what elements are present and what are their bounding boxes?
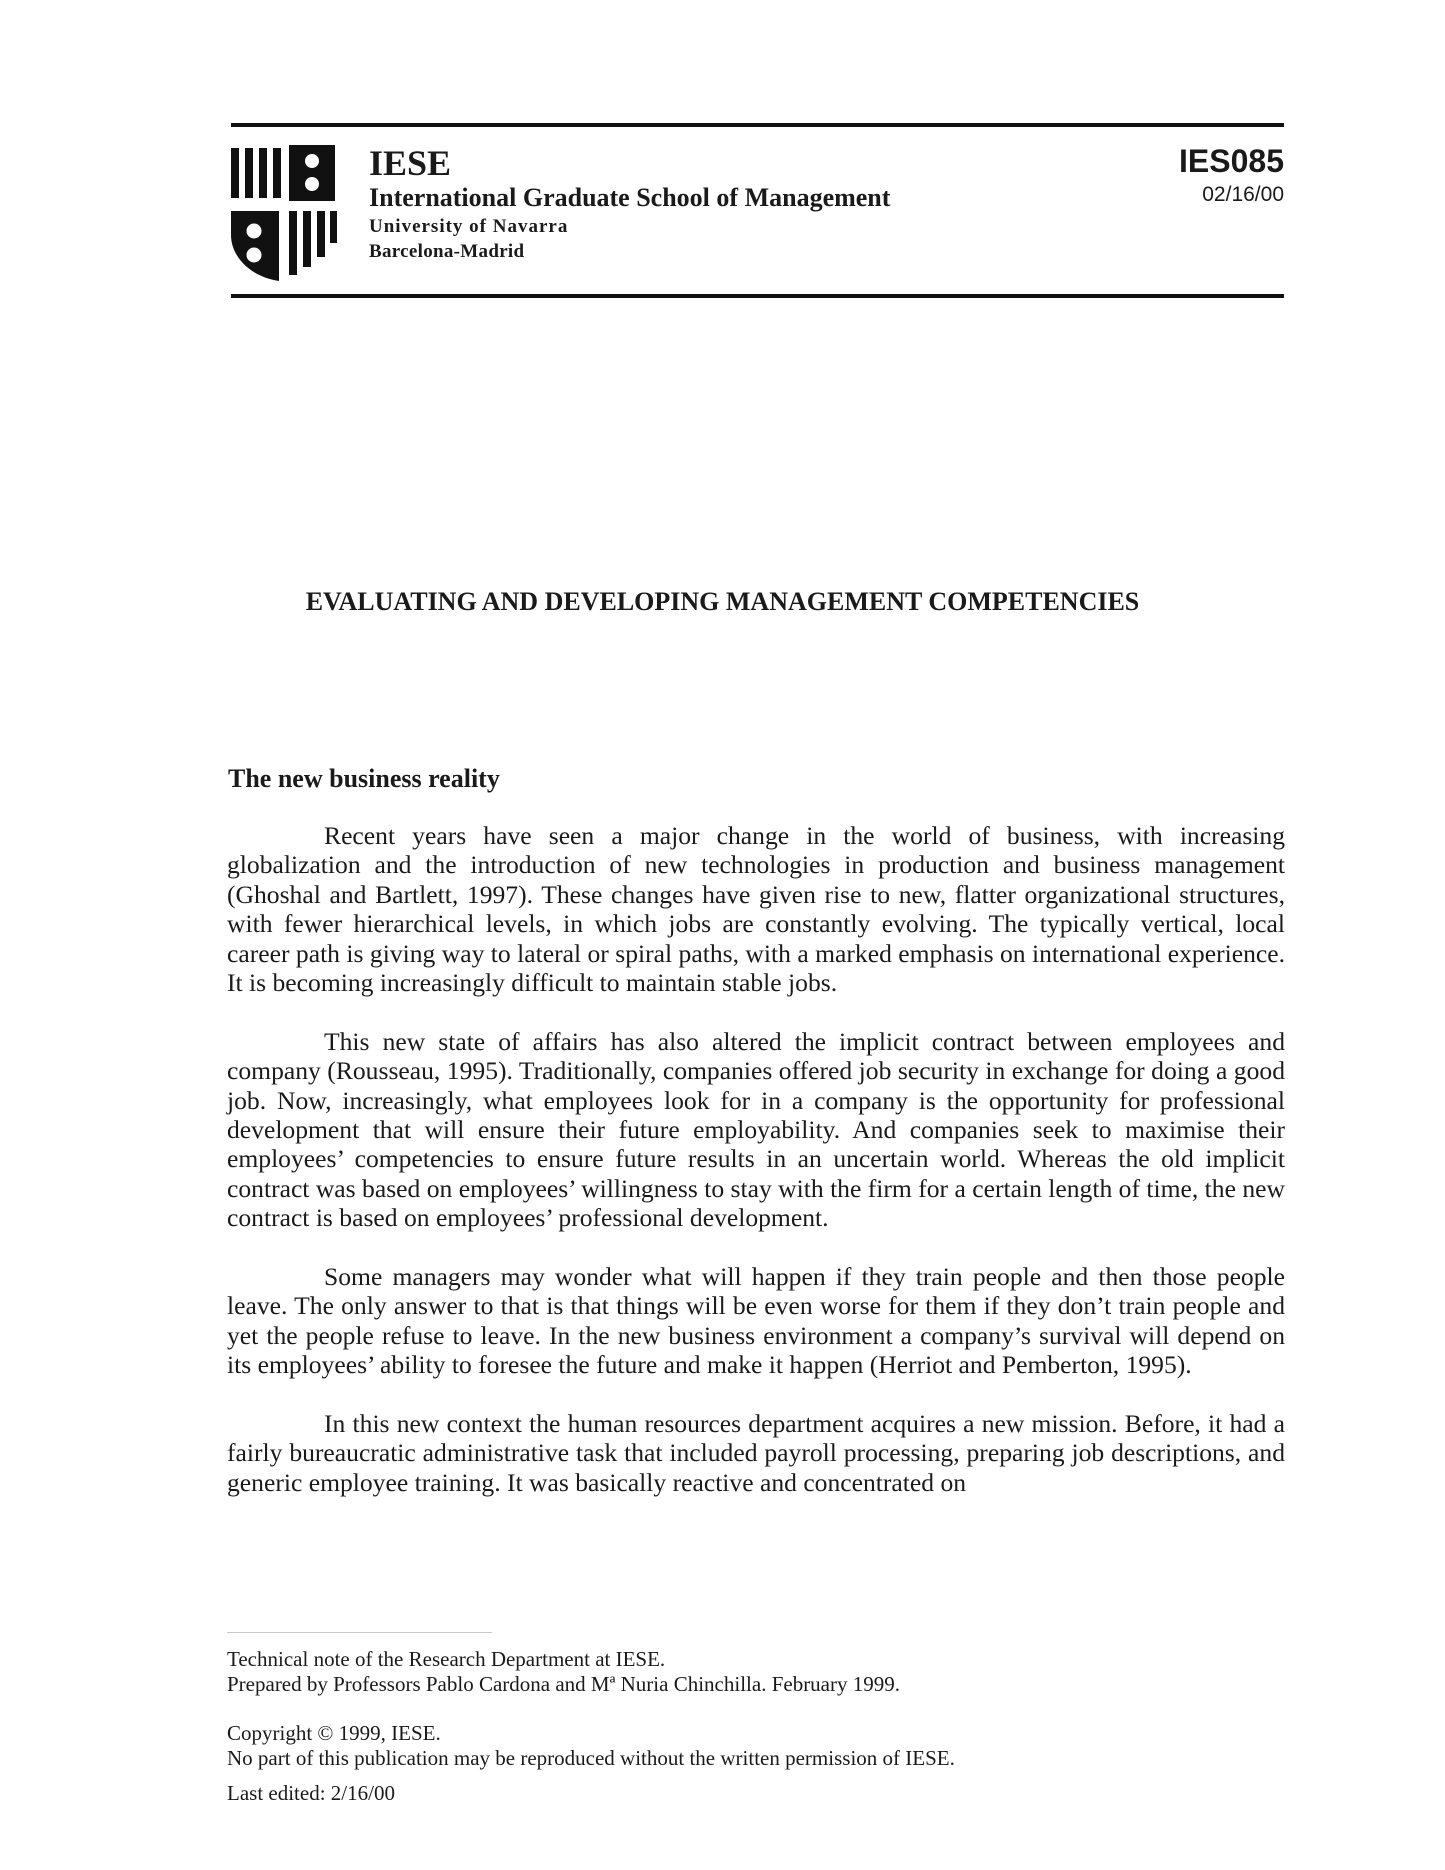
school-name: IESE xyxy=(369,143,452,183)
document-date: 02/16/00 xyxy=(1202,183,1284,206)
footnote-separator xyxy=(227,1632,492,1633)
body-text xyxy=(227,821,1285,1527)
footnote-copyright: Copyright © 1999, IESE. xyxy=(227,1721,441,1745)
paragraph: In this new context the human resources department acquires a new mission. Before, it had a fairly bureaucratic administrative task that included payroll processing, preparing job descriptions, and generic employee training. It was basically reactive and concentrated on xyxy=(227,1409,1285,1497)
iese-shield-logo-icon xyxy=(231,145,341,281)
section-heading: The new business reality xyxy=(228,764,500,793)
university-name: University of Navarra xyxy=(369,216,569,237)
paragraph: Recent years have seen a major change in the world of business, with increasing globalization and the introduction of new technologies in production and business management (Ghoshal and Bartlett, 1997). These changes have given rise to new, flatter organizational structures, with fewer hierarchical levels, in which jobs are constantly evolving. The typically vertical, local career path is giving way to lateral or spiral paths, with a marked emphasis on international experience. It is becoming increasingly difficult to maintain stable jobs. xyxy=(227,821,1285,998)
paragraph: Some managers may wonder what will happen if they train people and then those people leave. The only answer to that is that things will be even worse for them if they don’t train people and yet the people refuse to leave. In the new business environment a company’s survival will depend on its employees’ ability to foresee the future and make it happen (Herriot and Pemberton, 1995). xyxy=(227,1262,1285,1380)
paragraph: This new state of affairs has also altered the implicit contract between employees and company (Rousseau, 1995). Traditionally, companies offered job security in exchange for doing a good job. Now, increasingly, what employees look for in a company is the opportunity for professional development that will ensure their future employability. And companies seek to maximise their employees’ competencies to ensure future results in an uncertain world. Whereas the old implicit contract was based on employees’ willingness to stay with the firm for a certain length of time, the new contract is based on employees’ professional development. xyxy=(227,1026,1285,1233)
document-code: IES085 xyxy=(1179,143,1284,179)
footnote-rights: No part of this publication may be reproduced without the written permission of IESE. xyxy=(227,1746,955,1770)
footnote-last-edited: Last edited: 2/16/00 xyxy=(227,1781,395,1805)
header-bottom-rule xyxy=(231,294,1284,298)
document-title: EVALUATING AND DEVELOPING MANAGEMENT COMPETENCIES xyxy=(305,587,1140,616)
school-location: Barcelona-Madrid xyxy=(369,241,525,262)
school-full-name: International Graduate School of Management xyxy=(369,183,891,212)
footnote-authors: Prepared by Professors Pablo Cardona and Mª Nuria Chinchilla. February 1999. xyxy=(227,1672,900,1696)
header-top-rule xyxy=(231,123,1284,127)
footnote-research-note: Technical note of the Research Department at IESE. xyxy=(227,1647,666,1671)
